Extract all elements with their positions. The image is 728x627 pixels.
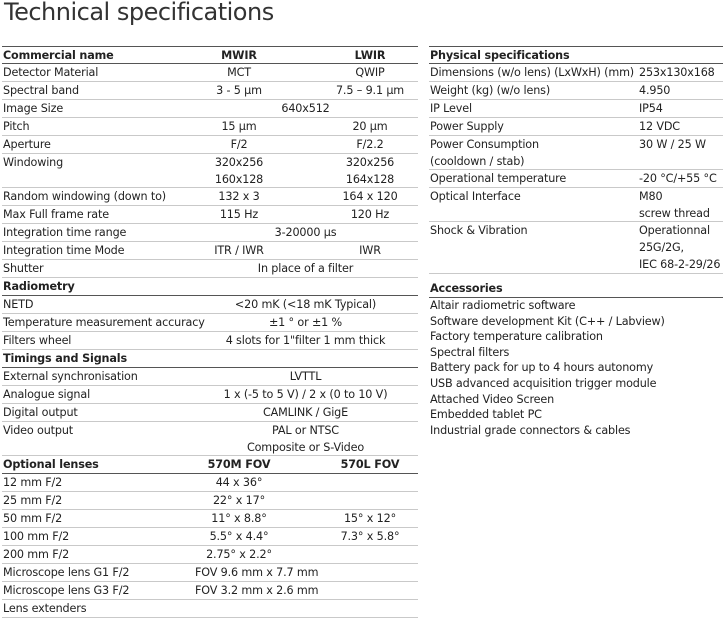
- row-value-col1: 15 μm: [221, 120, 257, 133]
- table-row: [2, 64, 418, 82]
- row-label: Integration time Mode: [3, 244, 125, 257]
- row-label: Max Full frame rate: [3, 208, 109, 221]
- accessory-item: Software development Kit (C++ / Labview): [430, 314, 665, 328]
- table-row: [429, 222, 723, 274]
- table-row: [2, 564, 418, 582]
- row-label: Video output: [3, 424, 74, 437]
- list-item: [429, 345, 723, 361]
- row-value-col1-line: 160x128: [214, 173, 264, 186]
- row-value-line: PAL or NTSC: [272, 424, 339, 437]
- row-label: Operational temperature: [430, 172, 567, 185]
- table-row: [2, 404, 418, 422]
- row-label: Spectral band: [3, 84, 79, 97]
- row-value-col1: FOV 3.2 mm x 2.6 mm: [195, 584, 319, 597]
- row-value-col2-line: 164x128: [345, 173, 395, 186]
- list-item: [429, 423, 723, 439]
- row-value-line: Composite or S-Video: [246, 441, 365, 454]
- row-value-col1: [195, 154, 283, 188]
- table-row: [2, 206, 418, 224]
- row-value-col1: MCT: [227, 66, 251, 79]
- row-value-col2: 20 μm: [352, 120, 388, 133]
- accessory-item: Altair radiometric software: [430, 299, 576, 312]
- table-row: [2, 242, 418, 260]
- row-label: Pitch: [3, 120, 30, 133]
- row-label: Microscope lens G1 F/2: [3, 566, 130, 579]
- row-label: 25 mm F/2: [3, 494, 63, 507]
- row-value-col2: [324, 154, 416, 188]
- row-label: NETD: [3, 298, 34, 311]
- row-value: [639, 188, 710, 222]
- row-label: 100 mm F/2: [3, 530, 70, 543]
- header-name: Optional lenses: [3, 458, 99, 471]
- section-title: Physical specifications: [430, 49, 570, 62]
- table-header-row: [2, 46, 418, 64]
- row-value-col2: IWR: [359, 244, 381, 257]
- row-value-col1: 3 - 5 μm: [216, 84, 262, 97]
- row-label: External synchronisation: [3, 370, 138, 383]
- table-row: [2, 546, 418, 564]
- row-value-col2: 7.3° x 5.8°: [340, 530, 400, 543]
- row-value-col1: 22° x 17°: [212, 494, 266, 507]
- list-item: [429, 298, 723, 314]
- row-label: Analogue signal: [3, 388, 91, 401]
- specs-table-right: [429, 46, 723, 438]
- row-label: Shutter: [3, 262, 44, 275]
- list-item: [429, 314, 723, 330]
- header-col2: 570L FOV: [340, 458, 400, 471]
- specs-table-left: [2, 46, 418, 618]
- row-value-col1: 11° x 8.8°: [211, 512, 267, 525]
- table-header-row: [2, 456, 418, 474]
- row-value-col1: 44 x 36°: [215, 476, 263, 489]
- row-label: IP Level: [430, 102, 472, 115]
- table-row: [2, 422, 418, 456]
- row-label: Temperature measurement accuracy: [3, 316, 205, 329]
- row-value-line: 25G/2G,: [639, 241, 684, 254]
- row-value: 640x512: [281, 102, 330, 115]
- row-label: Power Supply: [430, 120, 504, 133]
- row-label: Image Size: [3, 102, 64, 115]
- section-title: Accessories: [430, 282, 503, 295]
- row-label: Digital output: [3, 406, 78, 419]
- table-row: [2, 82, 418, 100]
- table-row: [429, 136, 723, 170]
- row-value-col1: ITR / IWR: [214, 244, 264, 257]
- row-value-line: IEC 68-2-29/26: [639, 258, 721, 271]
- row-label: Integration time range: [3, 226, 127, 239]
- row-label-line: Power Consumption: [430, 138, 539, 151]
- table-row: [429, 64, 723, 82]
- row-label: Random windowing (down to): [3, 190, 166, 203]
- row-value-col1: 5.5° x 4.4°: [209, 530, 269, 543]
- row-value-col2: 164 x 120: [342, 190, 398, 203]
- row-value: IP54: [639, 102, 663, 115]
- row-value: 3-20000 μs: [274, 226, 337, 239]
- table-row: [2, 154, 418, 188]
- row-value-col1: 115 Hz: [219, 208, 259, 221]
- header-col1: MWIR: [221, 49, 257, 62]
- header-col1: 570M FOV: [207, 458, 271, 471]
- row-value-col1: F/2: [230, 138, 248, 151]
- row-value: <20 mK (<18 mK Typical): [234, 298, 377, 311]
- row-value-line: M80: [639, 190, 663, 203]
- row-value: 1 x (-5 to 5 V) / 2 x (0 to 10 V): [223, 388, 388, 401]
- accessory-item: Industrial grade connectors & cables: [430, 423, 631, 437]
- table-row: [2, 118, 418, 136]
- table-row: [2, 260, 418, 278]
- accessory-item: Spectral filters: [430, 345, 510, 359]
- table-row: [2, 368, 418, 386]
- section-heading: [429, 280, 723, 298]
- row-value-col2: 15° x 12°: [343, 512, 397, 525]
- row-value-col1: FOV 9.6 mm x 7.7 mm: [195, 566, 319, 579]
- table-row: [2, 600, 418, 618]
- table-row: [2, 510, 418, 528]
- list-item: [429, 360, 723, 376]
- table-row: [2, 528, 418, 546]
- list-item: [429, 376, 723, 392]
- row-label: [430, 136, 539, 170]
- table-row: [2, 136, 418, 154]
- row-label: Detector Material: [3, 66, 99, 79]
- row-value: 30 W / 25 W: [639, 138, 706, 151]
- table-row: [2, 332, 418, 350]
- row-value-col2: F/2.2: [356, 138, 384, 151]
- section-heading: [2, 278, 418, 296]
- row-label: Dimensions (w/o lens) (LxWxH) (mm): [430, 66, 635, 79]
- section-heading: [429, 46, 723, 64]
- row-label-line: (cooldown / stab): [430, 155, 525, 168]
- table-row: [429, 100, 723, 118]
- row-label: 50 mm F/2: [3, 512, 63, 525]
- accessory-item: Battery pack for up to 4 hours autonomy: [430, 361, 654, 375]
- list-item: [429, 392, 723, 408]
- row-value-col1: 132 x 3: [218, 190, 260, 203]
- row-label: Windowing: [3, 156, 64, 169]
- section-title: Radiometry: [3, 280, 75, 293]
- list-item: [429, 407, 723, 423]
- table-row: [2, 386, 418, 404]
- row-value-col2: 7.5 – 9.1 μm: [335, 84, 405, 97]
- row-label: Aperture: [3, 138, 51, 151]
- row-label: 12 mm F/2: [3, 476, 63, 489]
- accessory-item: Embedded tablet PC: [430, 408, 542, 422]
- row-value-col2-line: 320x256: [345, 156, 395, 169]
- table-row: [2, 492, 418, 510]
- row-value-line: Operationnal: [639, 224, 710, 237]
- row-value: 12 VDC: [639, 120, 680, 133]
- row-value: 253x130x168: [639, 66, 715, 79]
- row-value: LVTTL: [289, 370, 322, 383]
- table-row: [429, 82, 723, 100]
- row-value: [195, 422, 416, 456]
- table-row: [2, 224, 418, 242]
- accessory-item: Attached Video Screen: [430, 392, 555, 406]
- row-value: ±1 ° or ±1 %: [268, 316, 343, 329]
- row-value-col2: 120 Hz: [350, 208, 390, 221]
- row-value: In place of a filter: [257, 262, 354, 275]
- page-title: Technical specifications: [4, 0, 274, 26]
- row-label: Microscope lens G3 F/2: [3, 584, 130, 597]
- section-title: Timings and Signals: [3, 352, 127, 365]
- row-value-col1: 2.75° x 2.2°: [206, 548, 272, 561]
- row-label: Weight (kg) (w/o lens): [430, 84, 551, 97]
- row-label: Filters wheel: [3, 334, 72, 347]
- row-value: CAMLINK / GigE: [262, 406, 349, 419]
- header-col2: LWIR: [354, 49, 386, 62]
- table-row: [429, 170, 723, 188]
- row-value: 4 slots for 1"filter 1 mm thick: [225, 334, 386, 347]
- row-label: Shock & Vibration: [430, 224, 528, 237]
- row-label: Lens extenders: [3, 602, 87, 615]
- row-value-col2: QWIP: [355, 66, 385, 79]
- list-item: [429, 329, 723, 345]
- row-value-line: screw thread: [639, 207, 710, 220]
- row-value: 4.950: [639, 84, 671, 97]
- row-label: Optical Interface: [430, 190, 521, 203]
- accessory-item: Factory temperature calibration: [430, 330, 603, 344]
- row-label: 200 mm F/2: [3, 548, 70, 561]
- table-row: [429, 118, 723, 136]
- row-value: [639, 222, 720, 273]
- table-row: [2, 188, 418, 206]
- table-row: [2, 100, 418, 118]
- table-row: [2, 296, 418, 314]
- row-value-col1-line: 320x256: [214, 156, 264, 169]
- table-row: [2, 314, 418, 332]
- table-row: [429, 188, 723, 222]
- accessory-item: USB advanced acquisition trigger module: [430, 376, 657, 390]
- section-heading: [2, 350, 418, 368]
- row-value: -20 °C/+55 °C: [639, 172, 717, 185]
- table-row: [2, 582, 418, 600]
- header-name: Commercial name: [3, 49, 114, 62]
- table-row: [2, 474, 418, 492]
